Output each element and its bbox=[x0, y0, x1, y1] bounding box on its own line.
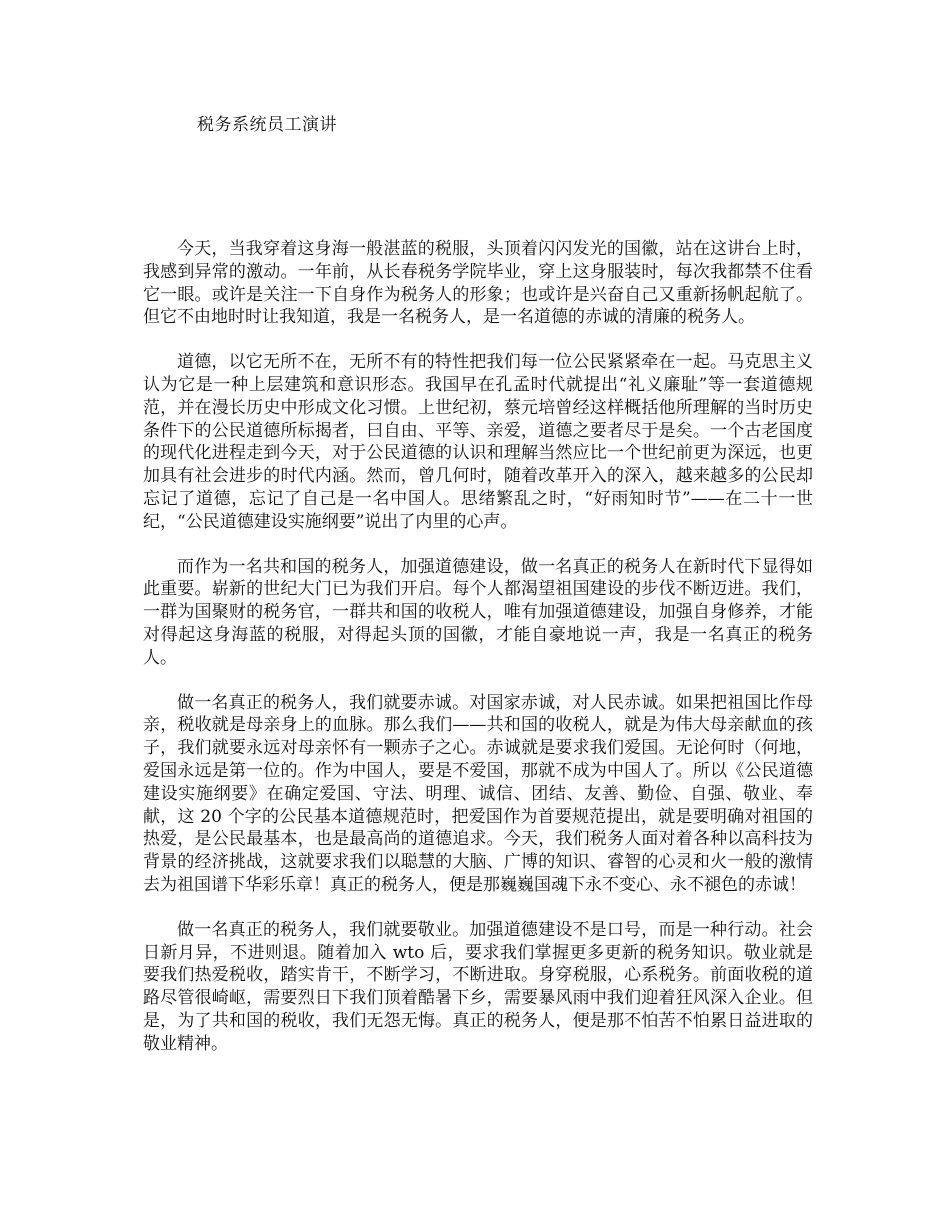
document-body bbox=[143, 238, 813, 1078]
paragraph-2: 道德，以它无所不在，无所不有的特性把我们每一位公民紧紧牵在一起。马克思主义认为它是一种上层建筑和意识形态。我国早在孔孟时代就提出“礼义廉耻”等一套道德规范，并在漫长历史中形成文化习惯。上世纪初，蔡元培曾经这样概括他所理解的当时历史条件下的公民道德所标揭者，曰自由、平等、亲爱，道德之要者尽于是矣。一个古老国度的现代化进程走到今天，对于公民道德的认识和理解当然应比一个世纪前更为深远，也更加具有社会进步的时代内涵。然而，曾几何时，随着改革开入的深入，越来越多的公民却忘记了道德，忘记了自己是一名中国人。思绪繁乱之时，“好雨知时节”——在二十一世纪，“公民道德建设实施纲要”说出了内里的心声。 bbox=[143, 352, 813, 532]
paragraph-5: 做一名真正的税务人，我们就要敬业。加强道德建设不是口号，而是一种行动。社会日新月异，不进则退。随着加入 wto 后，要求我们掌握更多更新的税务知识。敬业就是要我们热爱税收，踏实肯干，不断学习，不断进取。身穿税服，心系税务。前面收税的道路尽管很崎岖，需要烈日下我们顶着酷暑下乡，需要暴风雨中我们迎着狂风深入企业。但是，为了共和国的税收，我们无怨无悔。真正的税务人，便是那不怕苦不怕累日益进取的敬业精神。 bbox=[143, 919, 813, 1054]
paragraph-4: 做一名真正的税务人，我们就要赤诚。对国家赤诚，对人民赤诚。如果把祖国比作母亲，税收就是母亲身上的血脉。那么我们——共和国的收税人，就是为伟大母亲献血的孩子，我们就要永远对母亲怀有一颗赤子之心。赤诚就是要求我们爱国。无论何时（何地，爱国永远是第一位的。作为中国人，要是不爱国，那就不成为中国人了。所以《公民道德建设实施纲要》在确定爱国、守法、明理、诚信、团结、友善、勤俭、自强、敬业、奉献，这 20 个字的公民基本道德规范时，把爱国作为首要规范提出，就是要明确对祖国的热爱，是公民最基本，也是最高尚的道德追求。今天，我们税务人面对着各种以高科技为背景的经济挑战，这就要求我们以聪慧的大脑、广博的知识、睿智的心灵和火一般的激情去为祖国谱下华彩乐章！真正的税务人，便是那巍巍国魂下永不变心、永不褪色的赤诚！ bbox=[143, 692, 813, 895]
paragraph-1: 今天，当我穿着这身海一般湛蓝的税服，头顶着闪闪发光的国徽，站在这讲台上时，我感到异常的激动。一年前，从长春税务学院毕业，穿上这身服装时，每次我都禁不住看它一眼。或许是关注一下自身作为税务人的形象；也或许是兴奋自己又重新扬帆起航了。但它不由地时时让我知道，我是一名税务人，是一名道德的赤诚的清廉的税务人。 bbox=[143, 239, 813, 328]
paragraph-3: 而作为一名共和国的税务人，加强道德建设，做一名真正的税务人在新时代下显得如此重要。崭新的世纪大门已为我们开启。每个人都渴望祖国建设的步伐不断迈进。我们，一群为国聚财的税务官，一群共和国的收税人，唯有加强道德建设，加强自身修养，才能对得起这身海蓝的税服，对得起头顶的国徽，才能自豪地说一声，我是一名真正的税务人。 bbox=[143, 556, 813, 668]
document-title: 税务系统员工演讲 bbox=[197, 115, 337, 135]
